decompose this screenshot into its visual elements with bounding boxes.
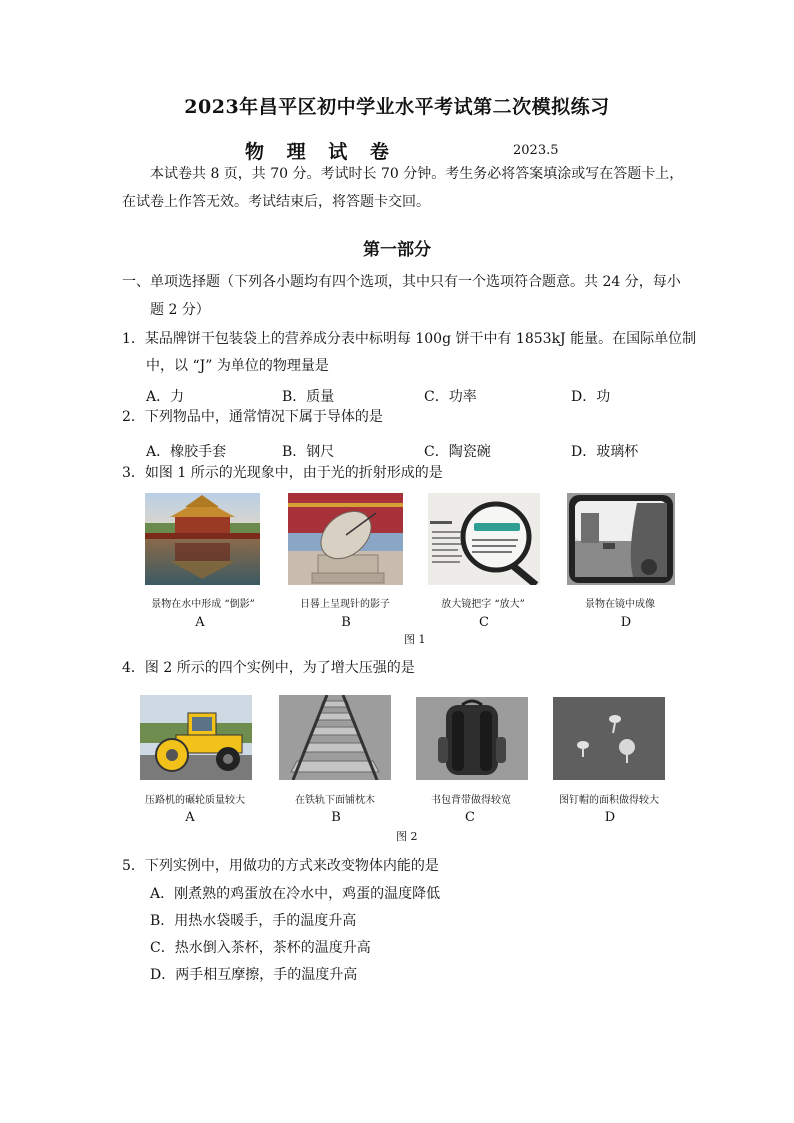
q4-letter-b: B (331, 810, 341, 825)
q4-image-c-backpack (416, 697, 528, 780)
q4-letter-d: D (604, 810, 616, 825)
q4-image-b-railway (279, 695, 391, 780)
q3-caption-d: 景物在镜中成像 (585, 599, 655, 610)
q3-caption-c: 放大镜把字 “放大” (441, 599, 525, 610)
q1-stem-line-2: 中，以 “J” 为单位的物理量是 (146, 358, 329, 374)
q4-caption-a: 压路机的碾轮质量较大 (145, 795, 245, 806)
figure-1-label: 图 1 (404, 633, 426, 646)
q3-image-b-sundial (288, 493, 403, 585)
exam-date: 2023.5 (513, 143, 559, 158)
q5-stem: 5．下列实例中，用做功的方式来改变物体内能的是 (122, 858, 439, 874)
q3-image-d-mirror (567, 493, 675, 585)
q3-letter-b: B (341, 615, 351, 630)
part1-heading-line-2: 题 2 分） (150, 302, 210, 318)
q3-caption-a: 景物在水中形成 “倒影” (151, 599, 255, 610)
q4-image-a-road-roller (140, 695, 252, 780)
q3-image-a-reflection (145, 493, 260, 585)
q4-caption-c: 书包背带做得较宽 (431, 795, 511, 806)
q3-letter-a: A (195, 615, 205, 630)
intro-line-2: 在试卷上作答无效。考试结束后，将答题卡交回。 (122, 194, 430, 210)
q1-option-a: A．力 (146, 389, 185, 405)
q3-letter-c: C (479, 615, 489, 630)
part1-heading-line-1: 一、单项选择题（下列各小题均有四个选项，其中只有一个选项符合题意。共 24 分，每小 (122, 274, 681, 290)
q1-option-c: C．功率 (424, 389, 477, 405)
q2-option-d: D．玻璃杯 (571, 444, 639, 460)
q2-option-c: C．陶瓷碗 (424, 444, 491, 460)
q2-stem: 2．下列物品中，通常情况下属于导体的是 (122, 409, 383, 425)
section-title: 第一部分 (363, 240, 431, 260)
q4-caption-b: 在铁轨下面铺枕木 (295, 795, 375, 806)
q3-stem: 3．如图 1 所示的光现象中，由于光的折射形成的是 (122, 465, 443, 481)
q1-stem-line-1: 1．某品牌饼干包装袋上的营养成分表中标明每 100g 饼干中有 1853kJ 能量。在国际单位制 (122, 331, 697, 347)
q3-image-c-magnifier (428, 493, 540, 585)
intro-line-1: 本试卷共 8 页，共 70 分。考试时长 70 分钟。考生务必将答案填涂或写在答题卡上， (150, 166, 684, 182)
q5-option-c: C．热水倒入茶杯，茶杯的温度升高 (150, 940, 371, 956)
figure-2-label: 图 2 (396, 830, 418, 843)
q3-caption-b: 日晷上呈现针的影子 (300, 599, 390, 610)
q4-stem: 4．图 2 所示的四个实例中，为了增大压强的是 (122, 660, 415, 676)
q4-image-d-thumbtacks (553, 697, 665, 780)
q2-option-b: B．钢尺 (282, 444, 335, 460)
q4-caption-d: 图钉帽的面积做得较大 (559, 795, 659, 806)
q1-option-b: B．质量 (282, 389, 335, 405)
q3-letter-d: D (620, 615, 632, 630)
q5-option-b: B．用热水袋暖手，手的温度升高 (150, 913, 357, 929)
q4-letter-c: C (465, 810, 475, 825)
q2-option-a: A．橡胶手套 (146, 444, 227, 460)
q5-option-a: A．刚煮熟的鸡蛋放在冷水中，鸡蛋的温度降低 (150, 886, 441, 902)
q4-letter-a: A (185, 810, 195, 825)
exam-subject: 物 理 试 卷 (245, 141, 397, 163)
q1-option-d: D．功 (571, 389, 611, 405)
exam-title: 2023年昌平区初中学业水平考试第二次模拟练习 (184, 96, 610, 118)
q5-option-d: D．两手相互摩擦，手的温度升高 (150, 967, 358, 983)
